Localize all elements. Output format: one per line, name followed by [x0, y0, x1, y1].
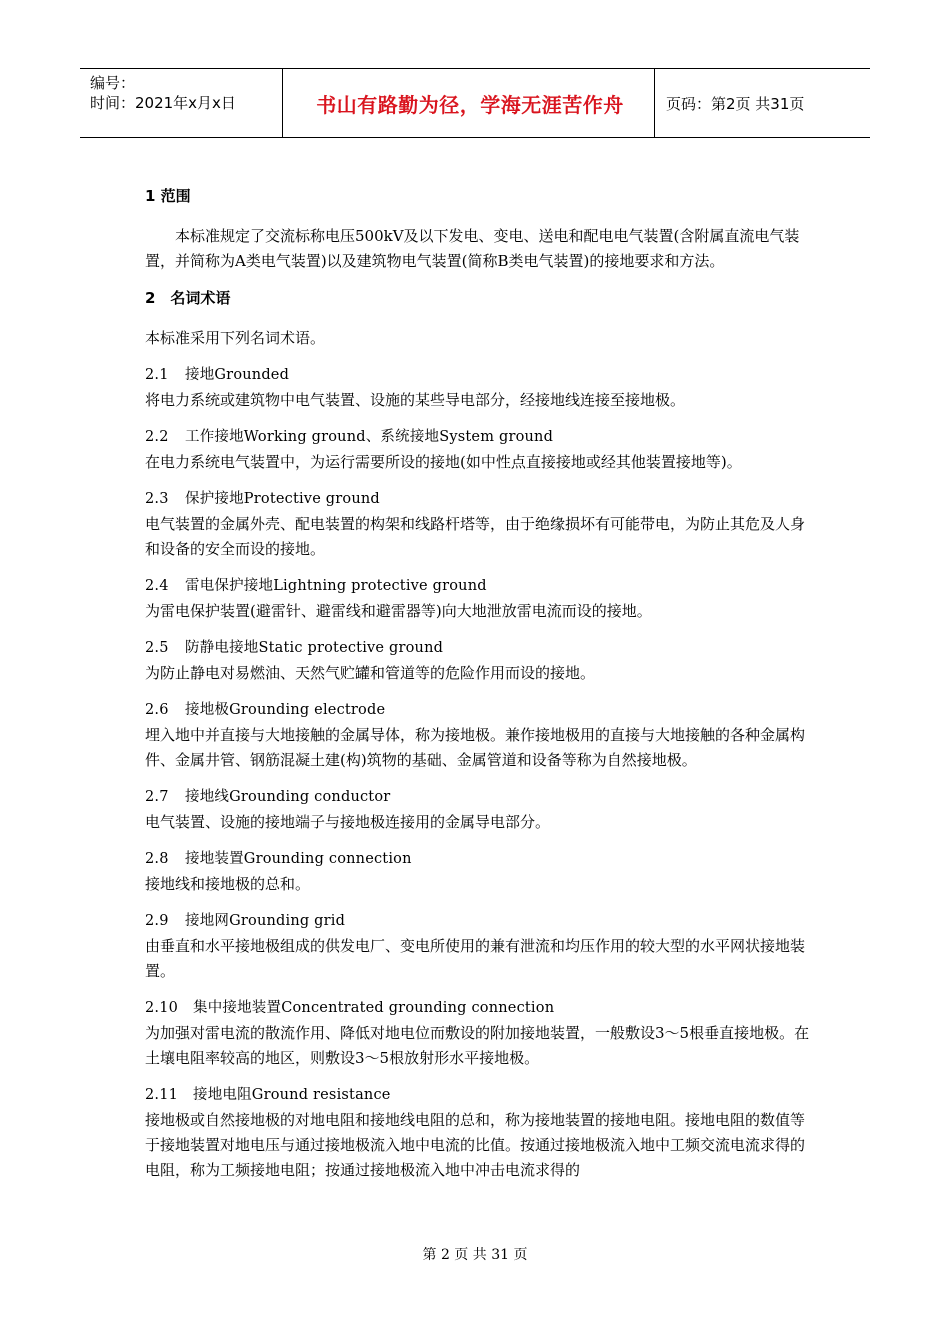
term-entry: [145, 487, 810, 562]
term-name: 保护接地Protective ground: [185, 491, 380, 507]
term-name: 接地Grounded: [185, 367, 290, 383]
terms-list: [145, 363, 810, 1183]
term-number: 2.7: [145, 789, 169, 805]
term-definition: 接地线和接地极的总和。: [145, 875, 311, 893]
term-definition: 埋入地中并直接与大地接触的金属导体，称为接地极。兼作接地极用的直接与大地接触的各种金属构件、金属井管、钢筋混凝土建(构)筑物的基础、金属管道和设备等称为自然接地极。: [145, 726, 806, 769]
term-name: 接地极Grounding electrode: [185, 702, 386, 718]
term-entry: [145, 1083, 810, 1183]
term-heading: [145, 785, 810, 810]
term-name: 接地网Grounding grid: [185, 913, 346, 929]
term-definition: 电气装置的金属外壳、配电装置的构架和线路杆塔等，由于绝缘损坏有可能带电，为防止其危及人身和设备的安全而设的接地。: [145, 515, 806, 558]
term-number: 2.4: [145, 578, 169, 594]
section-1-body: 本标准规定了交流标称电压500kV及以下发电、变电、送电和配电电气装置(含附属直流电气装置，并简称为A类电气装置)以及建筑物电气装置(简称B类电气装置)的接地要求和方法。: [145, 227, 800, 270]
term-entry: [145, 698, 810, 773]
term-definition: 为加强对雷电流的散流作用、降低对地电位而敷设的附加接地装置，一般敷设3～5根垂直接地极。在土壤电阻率较高的地区，则敷设3～5根放射形水平接地极。: [145, 1024, 810, 1067]
term-entry: [145, 636, 810, 686]
term-number: 2.3: [145, 491, 169, 507]
term-number: 2.5: [145, 640, 169, 656]
term-name: 接地线Grounding conductor: [185, 789, 391, 805]
term-number: 2.10: [145, 1000, 179, 1016]
term-heading: [145, 1083, 810, 1108]
header-left-cell: [90, 73, 236, 113]
term-definition: 为雷电保护装置(避雷针、避雷线和避雷器等)向大地泄放雷电流而设的接地。: [145, 602, 652, 620]
term-entry: [145, 847, 810, 897]
term-heading: [145, 363, 810, 388]
term-number: 2.11: [145, 1087, 179, 1103]
section-2-intro: 本标准采用下列名词术语。: [145, 329, 326, 347]
term-heading: [145, 698, 810, 723]
term-entry: [145, 425, 810, 475]
term-entry: [145, 363, 810, 413]
term-entry: [145, 996, 810, 1071]
term-definition: 将电力系统或建筑物中电气装置、设施的某些导电部分，经接地线连接至接地极。: [145, 391, 686, 409]
term-name: 接地电阻Ground resistance: [193, 1087, 391, 1103]
document-number-label: 编号：: [90, 74, 136, 92]
term-entry: [145, 785, 810, 835]
header-motto: 书山有路勤为径，学海无涯苦作舟: [316, 92, 624, 117]
term-number: 2.2: [145, 429, 169, 445]
document-body: [145, 184, 810, 1195]
term-entry: [145, 909, 810, 984]
term-definition: 为防止静电对易燃油、天然气贮罐和管道等的危险作用而设的接地。: [145, 664, 596, 682]
term-name: 集中接地装置Concentrated grounding connection: [193, 1000, 555, 1016]
term-definition: 在电力系统电气装置中，为运行需要所设的接地(如中性点直接接地或经其他装置接地等)。: [145, 453, 742, 471]
term-name: 防静电接地Static protective ground: [185, 640, 444, 656]
term-heading: [145, 847, 810, 872]
term-name: 雷电保护接地Lightning protective ground: [185, 578, 487, 594]
term-heading: [145, 636, 810, 661]
term-entry: [145, 574, 810, 624]
document-time-label: 时间：2021年x月x日: [90, 94, 236, 112]
term-name: 接地装置Grounding connection: [185, 851, 412, 867]
term-number: 2.8: [145, 851, 169, 867]
section-2-title: 2 名词术语: [145, 289, 231, 307]
term-heading: [145, 487, 810, 512]
section-1-title: 1 范围: [145, 187, 191, 205]
header-page-info: 页码：第2页 共31页: [666, 94, 805, 113]
term-heading: [145, 574, 810, 599]
term-heading: [145, 425, 810, 450]
document-header: [80, 68, 870, 138]
page-footer: 第 2 页 共 31 页: [422, 1247, 528, 1263]
term-heading: [145, 996, 810, 1021]
term-definition: 电气装置、设施的接地端子与接地极连接用的金属导电部分。: [145, 813, 551, 831]
term-name: 工作接地Working ground、系统接地System ground: [185, 429, 554, 445]
term-number: 2.1: [145, 367, 169, 383]
header-divider: [282, 69, 283, 137]
term-definition: 由垂直和水平接地极组成的供发电厂、变电所使用的兼有泄流和均压作用的较大型的水平网状接地装置。: [145, 937, 806, 980]
term-number: 2.6: [145, 702, 169, 718]
term-number: 2.9: [145, 913, 169, 929]
term-heading: [145, 909, 810, 934]
term-definition: 接地极或自然接地极的对地电阻和接地线电阻的总和，称为接地装置的接地电阻。接地电阻的数值等于接地装置对地电压与通过接地极流入地中电流的比值。按通过接地极流入地中工频交流电流求得的电阻，称为工频接地电阻；按通过接地极流入地中冲击电流求得的: [145, 1111, 806, 1179]
